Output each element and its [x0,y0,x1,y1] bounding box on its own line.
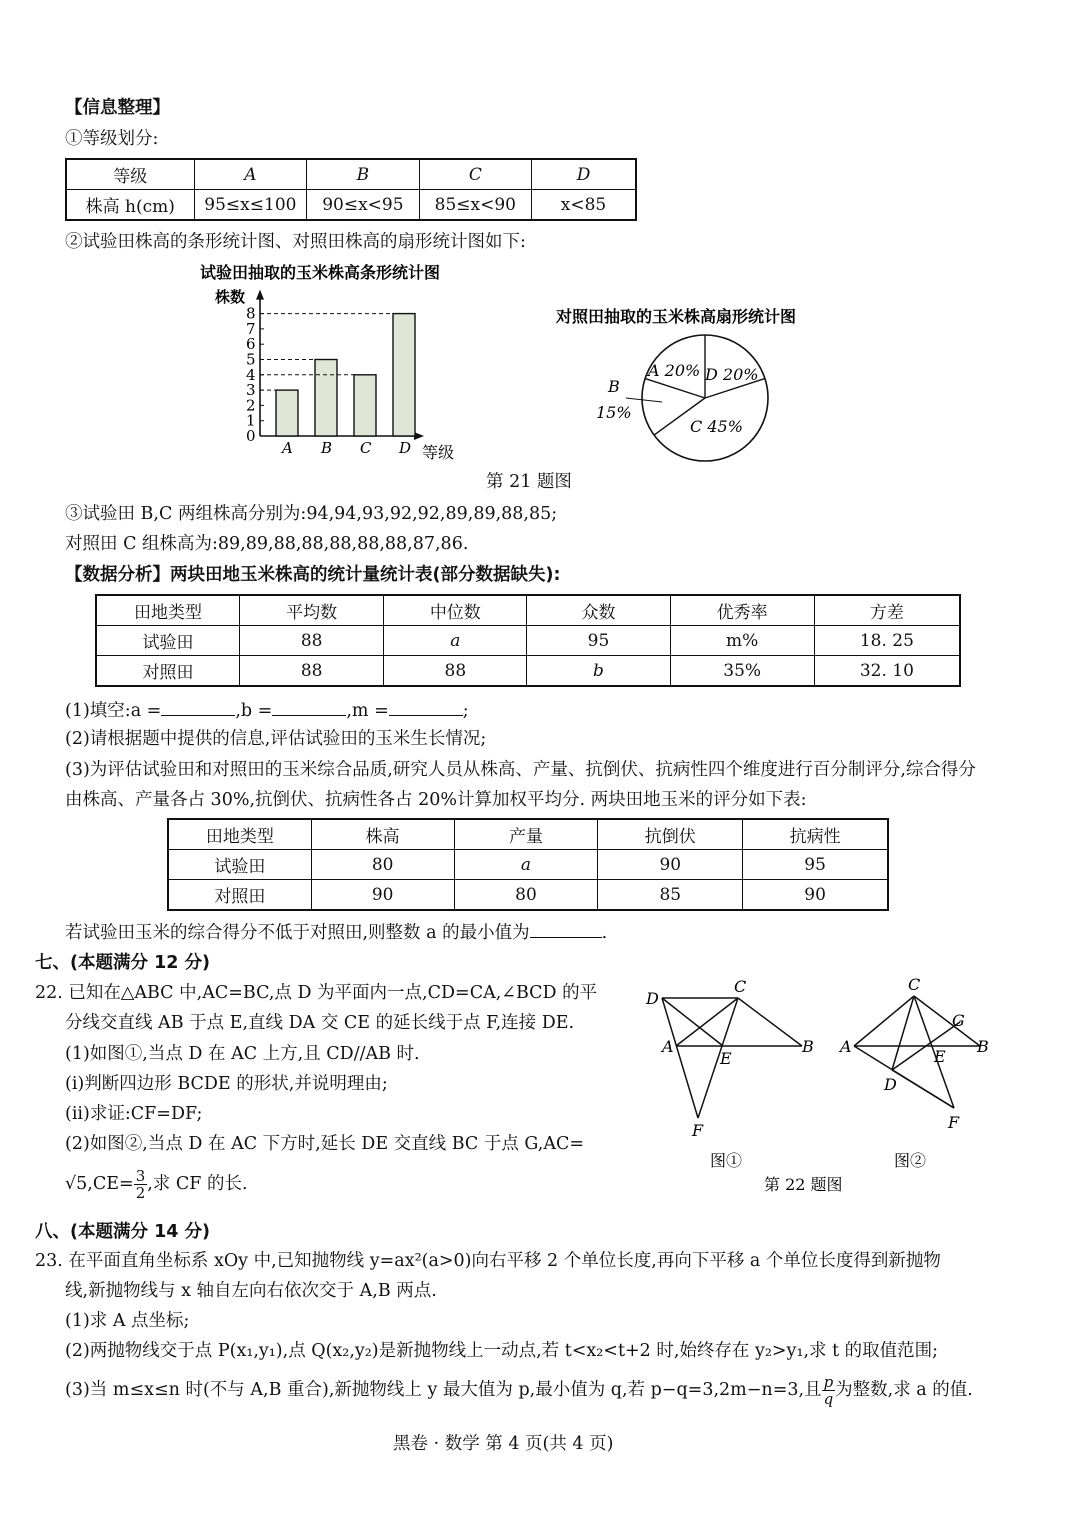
label-F2: F [948,1113,960,1132]
page-footer: 黑卷 · 数学 第 4 页(共 4 页) [393,1434,614,1454]
table-cell: m% [670,626,814,656]
p23-line3: (1)求 A 点坐标; [65,1311,190,1331]
bar-B [315,360,337,437]
bar-chart-xlabel: 等级 [422,443,455,462]
bar-chart-ylabel: 株数 [215,288,246,306]
y-tick-label: 5 [246,350,256,369]
answer-blank-b[interactable] [272,697,346,716]
table-cell: 田地类型 [168,819,311,850]
q1-prefix: (1)填空: [65,701,131,721]
x-tick-label: A [282,439,293,457]
table-cell: 90≤x<95 [307,190,419,221]
bar-chart-title: 试验田抽取的玉米株高条形统计图 [200,263,441,282]
figure-22-1-lines [662,998,802,1118]
label-C: C [734,978,747,996]
table-cell: 抗病性 [743,819,888,850]
table-cell: 95 [527,626,670,656]
pie-leader-line [626,398,662,402]
table-row [168,819,888,850]
label-E: E [720,1049,732,1068]
p23-line5-text: (3)当 m≤x≤n 时(不与 A,B 重合),新抛物线上 y 最大值为 p,最小值为 q,若 p−q=3,2m−n=3,且 [65,1380,822,1400]
q3-line2: 由株高、产量各占 30%,抗倒伏、抗病性各占 20%计算加权平均分. 两块田地玉米的评分如下表: [65,790,807,810]
table-cell: 平均数 [240,595,384,626]
y-tick-label: 7 [246,319,256,338]
q1-b-label: ,b = [235,701,273,721]
pie-label-A: A 20% [648,361,701,380]
fraction-num: p [823,1373,834,1391]
q1-m-label: ,m = [346,701,389,721]
y-axis-arrow [256,290,264,300]
table-cell: D [532,159,636,190]
y-tick-label: 2 [246,396,256,415]
y-tick-label: 0 [246,427,256,445]
table-cell: 株高 h(cm) [66,190,194,221]
table-cell: a [384,626,527,656]
table-cell: 对照田 [96,656,240,687]
bar-C [354,375,376,436]
table-cell: 田地类型 [96,595,240,626]
pie-chart-title: 对照田抽取的玉米株高扇形统计图 [556,307,797,326]
table-cell: 88 [240,656,384,687]
label-G: G [952,1011,965,1030]
table-cell: 众数 [527,595,670,626]
x-tick-label: D [399,439,412,457]
table-cell: 88 [384,656,527,687]
table-cell: b [527,656,670,687]
item3-line2: 对照田 C 组株高为:89,89,88,88,88,88,88,87,86. [65,534,469,554]
q1-a-label: a = [130,701,162,721]
pie-chart [550,300,870,472]
table-row [96,656,960,687]
table-cell: 90 [743,880,888,911]
p22-line7-end: ,求 CF 的长. [147,1174,248,1194]
answer-blank-m[interactable] [389,697,463,716]
answer-blank-a[interactable] [161,697,235,716]
label-C2: C [908,978,921,994]
table-row [168,880,888,911]
table-cell: 95 [743,850,888,880]
q2-text: (2)请根据题中提供的信息,评估试验田的玉米生长情况; [65,729,487,749]
figure-22-diagrams [640,978,1020,1198]
label-A: A [662,1037,674,1056]
table-cell: 85 [598,880,743,911]
section-7-header: 七、(本题满分 12 分) [35,953,211,973]
section-info-header: 【信息整理】 [65,98,170,118]
table-row [168,850,888,880]
table-cell: A [194,159,307,190]
sqrt5: √5 [65,1174,88,1194]
table-cell: 优秀率 [670,595,814,626]
p22-line6: (2)如图②,当点 D 在 AC 下方时,延长 DE 交直线 BC 于点 G,AC= [65,1134,585,1154]
p22-line7 [65,1168,248,1201]
figure21-caption: 第 21 题图 [486,472,572,492]
p22-line5: (ii)求证:CF=DF; [65,1104,203,1124]
charts-intro: ②试验田株高的条形统计图、对照田株高的扇形统计图如下: [65,232,526,252]
table-row [66,190,636,221]
bar-chart [190,258,520,468]
table-cell: 试验田 [96,626,240,656]
p22-line3: (1)如图①,当点 D 在 AC 上方,且 CD//AB 时. [65,1044,420,1064]
y-tick-label: 3 [246,381,256,400]
p23-line4: (2)两抛物线交于点 P(x₁,y₁),点 Q(x₂,y₂)是新抛物线上一动点,若 t<x₂<t+2 时,始终存在 y₂>y₁,求 t 的取值范围; [65,1341,939,1361]
y-tick-label: 4 [246,365,256,384]
table-cell: 方差 [814,595,960,626]
p22-line2: 分线交直线 AB 于点 E,直线 DA 交 CE 的延长线于点 F,连接 DE. [65,1013,575,1033]
pie-slice-boundary [645,379,705,398]
label-B: B [802,1037,814,1056]
table-cell: 对照田 [168,880,311,911]
x-tick-label: B [321,439,333,457]
table-row [66,159,636,190]
table-cell: 88 [240,626,384,656]
fraction-den: 2 [135,1184,146,1202]
x-tick-label: C [360,439,372,457]
fraction-3-2 [134,1168,148,1201]
table-cell: 85≤x<90 [419,190,531,221]
table-cell: 80 [311,850,454,880]
answer-blank-min-a[interactable] [530,919,602,938]
p23-line5 [65,1374,973,1407]
q1-fill-line [65,697,469,723]
table-cell: 株高 [311,819,454,850]
pie-label-B: B [608,377,620,396]
bar-A [276,390,298,436]
ce-label: ,CE= [87,1174,134,1194]
p22-line1: 22. 已知在△ABC 中,AC=BC,点 D 为平面内一点,CD=CA,∠BCD 的平 [35,983,598,1003]
label-A2: A [840,1037,852,1056]
pie-label-D: D 20% [705,365,759,384]
y-tick-label: 6 [246,335,256,354]
table-cell: 等级 [66,159,194,190]
q3-line1: (3)为评估试验田和对照田的玉米综合品质,研究人员从株高、产量、抗倒伏、抗病性四个维度进行百分制评分,综合得分 [65,760,976,780]
table-cell: 产量 [454,819,598,850]
y-tick-label: 8 [246,304,256,323]
pie-label-C: C 45% [690,417,743,436]
table-cell: 35% [670,656,814,687]
score-table [167,818,889,911]
q1-end: ; [462,701,469,721]
table-cell: 32. 10 [814,656,960,687]
figure-1-label: 图① [710,1151,743,1170]
y-tick-label: 1 [246,411,256,430]
label-D2: D [884,1075,897,1094]
table-cell: a [454,850,598,880]
table-cell: x<85 [532,190,636,221]
pie-label-B-pct: 15% [596,403,632,422]
section-8-header: 八、(本题满分 14 分) [35,1222,211,1242]
table-cell: 90 [598,850,743,880]
q3-conclusion-end: . [601,923,608,943]
p23-line2: 线,新抛物线与 x 轴自左向右依次交于 A,B 两点. [65,1281,437,1301]
label-D: D [646,989,659,1008]
label-E2: E [934,1047,946,1066]
grade-division-label: ①等级划分: [65,129,159,149]
q3-conclusion [65,919,607,945]
q3-conclusion-text: 若试验田玉米的综合得分不低于对照田,则整数 a 的最小值为 [65,923,530,943]
data-analysis-header: 【数据分析】两块田地玉米株高的统计量统计表(部分数据缺失): [65,565,561,585]
table-cell: 18. 25 [814,626,960,656]
table-row [96,595,960,626]
figure-2-label: 图② [894,1151,927,1170]
table-cell: 中位数 [384,595,527,626]
fraction-den: q [823,1390,834,1408]
table-row [96,626,960,656]
stats-table [95,594,961,687]
fraction-num: 3 [135,1167,146,1185]
table-cell: B [307,159,419,190]
grade-table [65,158,637,221]
table-cell: 95≤x≤100 [194,190,307,221]
bar-D [393,314,415,436]
p23-line1: 23. 在平面直角坐标系 xOy 中,已知抛物线 y=ax²(a>0)向右平移 2 个单位长度,再向下平移 a 个单位长度得到新抛物 [35,1251,941,1271]
table-cell: 80 [454,880,598,911]
p22-line4: (i)判断四边形 BCDE 的形状,并说明理由; [65,1074,388,1094]
table-cell: 抗倒伏 [598,819,743,850]
label-B2: B [977,1037,989,1056]
figure-22-caption: 第 22 题图 [764,1175,843,1194]
p23-line5-end: 为整数,求 a 的值. [835,1380,973,1400]
table-cell: C [419,159,531,190]
table-cell: 90 [311,880,454,911]
fraction-p-q [822,1374,836,1407]
item3-line1: ③试验田 B,C 两组株高分别为:94,94,93,92,92,89,89,88,85; [65,504,558,524]
label-F: F [692,1121,704,1140]
table-cell: 试验田 [168,850,311,880]
